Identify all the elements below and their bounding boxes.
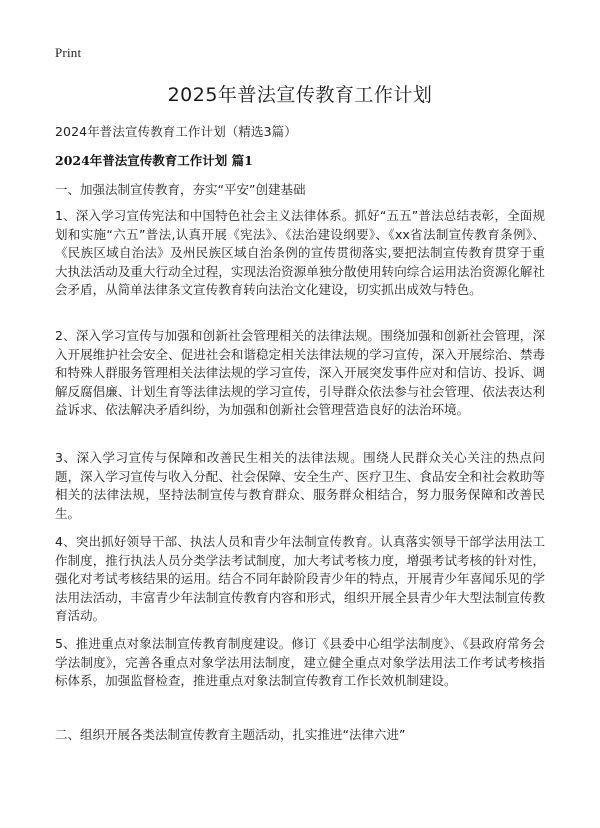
paragraph-3: 3、深入学习宣传与保障和改善民生相关的法律法规。围绕人民群众关心关注的热点问题，深入学习宣传与收入分配、社会保障、安全生产、医疗卫生、食品安全和社会救助等相关的法律法规，坚持法制宣传与教育群众、服务群众相结合，努力服务保障和改善民生。 bbox=[55, 450, 545, 521]
section-heading: 2024年普法宣传教育工作计划 篇1 bbox=[55, 153, 253, 168]
paragraph-5: 5、推进重点对象法制宣传教育制度建设。修订《县委中心组学法制度》、《县政府常务会学法制度》，完善各重点对象学法用法制度，建立健全重点对象学法用法工作考试考核指标体系，加强监督检查，推进重点对象法制宣传教育工作长效机制建设。 bbox=[55, 636, 545, 689]
lead-heading: 一、加强法制宣传教育，夯实“平安”创建基础 bbox=[55, 182, 306, 197]
paragraph-4: 4、突出抓好领导干部、执法人员和青少年法制宣传教育。认真落实领导干部学法用法工作制度，推行执法人员分类学法考试制度，加大考试考核力度，增强考试考核的针对性，强化对考试考核结果的运用。结合不同年龄阶段青少年的特点，开展青少年喜闻乐见的学法用法活动，丰富青少年法制宣传教育内容和形式，组织开展全县青少年大型法制宣传教育活动。 bbox=[55, 534, 545, 624]
document-title: 2025年普法宣传教育工作计划 bbox=[167, 84, 433, 106]
print-label: Print bbox=[55, 45, 82, 60]
closing-heading: 二、组织开展各类法制宣传教育主题活动，扎实推进“法律六进” bbox=[55, 727, 406, 742]
paragraph-2: 2、深入学习宣传与加强和创新社会管理相关的法律法规。围绕加强和创新社会管理，深入开展维护社会安全、促进社会和谐稳定相关法律法规的学习宣传，深入开展综治、禁毒和特殊人群服务管理相关法律法规的学习宣传，深入开展突发事件应对和信访、投诉、调解反腐倡廉、计划生育等法律法规的学习宣传，引导群众依法参与社会管理、依法表达利益诉求、依法解决矛盾纠纷，为加强和创新社会管理营造良好的法治环境。 bbox=[55, 328, 545, 418]
document-subtitle: 2024年普法宣传教育工作计划（精选3篇） bbox=[55, 124, 297, 139]
paragraph-1: 1、深入学习宣传宪法和中国特色社会主义法律体系。抓好“五五”普法总结表彰，全面规划和实施“六五”普法,认真开展《宪法》、《法治建设纲要》、《xx省法制宣传教育条例》、《民族区域自治法》及州民族区域自治条例的宣传贯彻落实,要把法制宣传教育贯穿于重大执法活动及重大行动全过程，实现法治资源单独分散使用转向综合运用法治资源化解社会矛盾，从简单法律条文宣传教育转向法治文化建设，切实抓出成效与特色。 bbox=[55, 208, 545, 298]
